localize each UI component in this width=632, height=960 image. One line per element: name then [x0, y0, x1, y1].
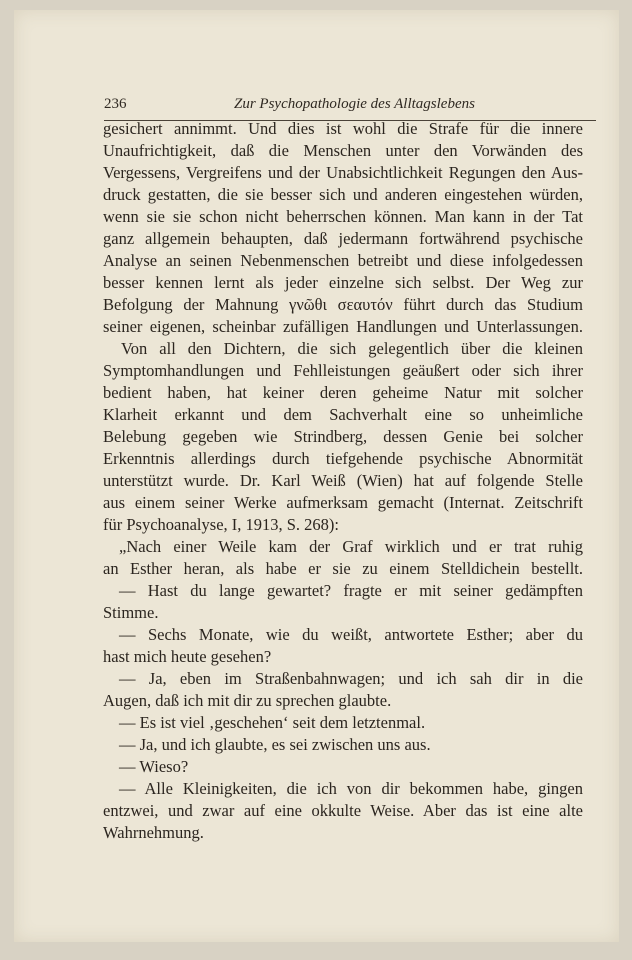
- text-line: seiner eigenen, scheinbar zufälligen Handlungen und Unterlassungen.: [103, 317, 583, 336]
- text-line: ganz allgemein behaupten, daß jedermann fortwährend psychische: [103, 229, 583, 248]
- quote-line: entzwei, und zwar auf eine okkulte Weise. Aber das ist eine alte: [103, 801, 583, 820]
- quote-line: — Ja, eben im Straßenbahnwagen; und ich sah dir in die: [119, 669, 583, 688]
- quote-line: — Ja, und ich glaubte, es sei zwischen uns aus.: [119, 735, 431, 754]
- text-line: unterstützt wurde. Dr. Karl Weiß (Wien) hat auf folgende Stelle: [103, 471, 583, 490]
- page-header: [104, 86, 596, 121]
- text-line: Symptomhandlungen und Fehlleistungen geäußert oder sich ihrer: [103, 361, 583, 380]
- quote-line: — Wieso?: [119, 757, 189, 776]
- text-line: Vergessens, Vergreifens und der Unabsichtlichkeit Regungen den Aus-: [103, 163, 583, 182]
- text-line: Erkenntnis allerdings durch tiefgehende psychische Abnormität: [103, 449, 583, 468]
- text-line: Befolgung der Mahnung γνῶθι σεαυτόν führt durch das Studium: [103, 295, 583, 314]
- quote-line: hast mich heute gesehen?: [103, 647, 272, 666]
- quote-line: Stimme.: [103, 603, 159, 622]
- text-line: gesichert annimmt. Und dies ist wohl die Strafe für die innere: [103, 119, 583, 138]
- text-line: druck gestatten, die sie besser sich und anderen eingestehen würden,: [103, 185, 583, 204]
- quote-line: Augen, daß ich mit dir zu sprechen glaubte.: [103, 691, 392, 710]
- text-line: bedient haben, hat keiner deren geheime Natur mit solcher: [103, 383, 583, 402]
- running-head: Zur Psychopathologie des Alltagslebens: [234, 96, 475, 112]
- quote-line: — Sechs Monate, wie du weißt, antwortete Esther; aber du: [119, 625, 583, 644]
- quote-line: „Nach einer Weile kam der Graf wirklich und er trat ruhig: [119, 537, 583, 556]
- text-line: besser kennen lernt als jeder einzelne sich selbst. Der Weg zur: [103, 273, 583, 292]
- quote-line: Wahrnehmung.: [103, 823, 204, 842]
- text-line: aus einem seiner Werke aufmerksam gemacht (Internat. Zeitschrift: [103, 493, 583, 512]
- quote-line: — Hast du lange gewartet? fragte er mit seiner gedämpften: [119, 581, 583, 600]
- text-line: Belebung gegeben wie Strindberg, dessen Genie bei solcher: [103, 427, 583, 446]
- page-number: 236: [104, 96, 127, 112]
- text-line: Von all den Dichtern, die sich gelegentlich über die kleinen: [121, 339, 583, 358]
- text-line: Unaufrichtigkeit, daß die Menschen unter den Vorwänden des: [103, 141, 583, 160]
- quote-line: — Es ist viel ‚geschehen‘ seit dem letztenmal.: [119, 713, 426, 732]
- text-line: Klarheit erkannt und dem Sachverhalt eine so unheimliche: [103, 405, 583, 424]
- text-line: für Psychoanalyse, I, 1913, S. 268):: [103, 515, 340, 534]
- quote-line: — Alle Kleinigkeiten, die ich von dir bekommen habe, gingen: [119, 779, 583, 798]
- body-text: [103, 118, 583, 844]
- text-line: wenn sie sie schon nicht beherrschen können. Man kann in der Tat: [103, 207, 583, 226]
- quote-line: an Esther heran, als habe er sie zu einem Stelldichein bestellt.: [103, 559, 583, 578]
- text-line: Analyse an seinen Nebenmenschen betreibt und diese infolgedessen: [103, 251, 583, 270]
